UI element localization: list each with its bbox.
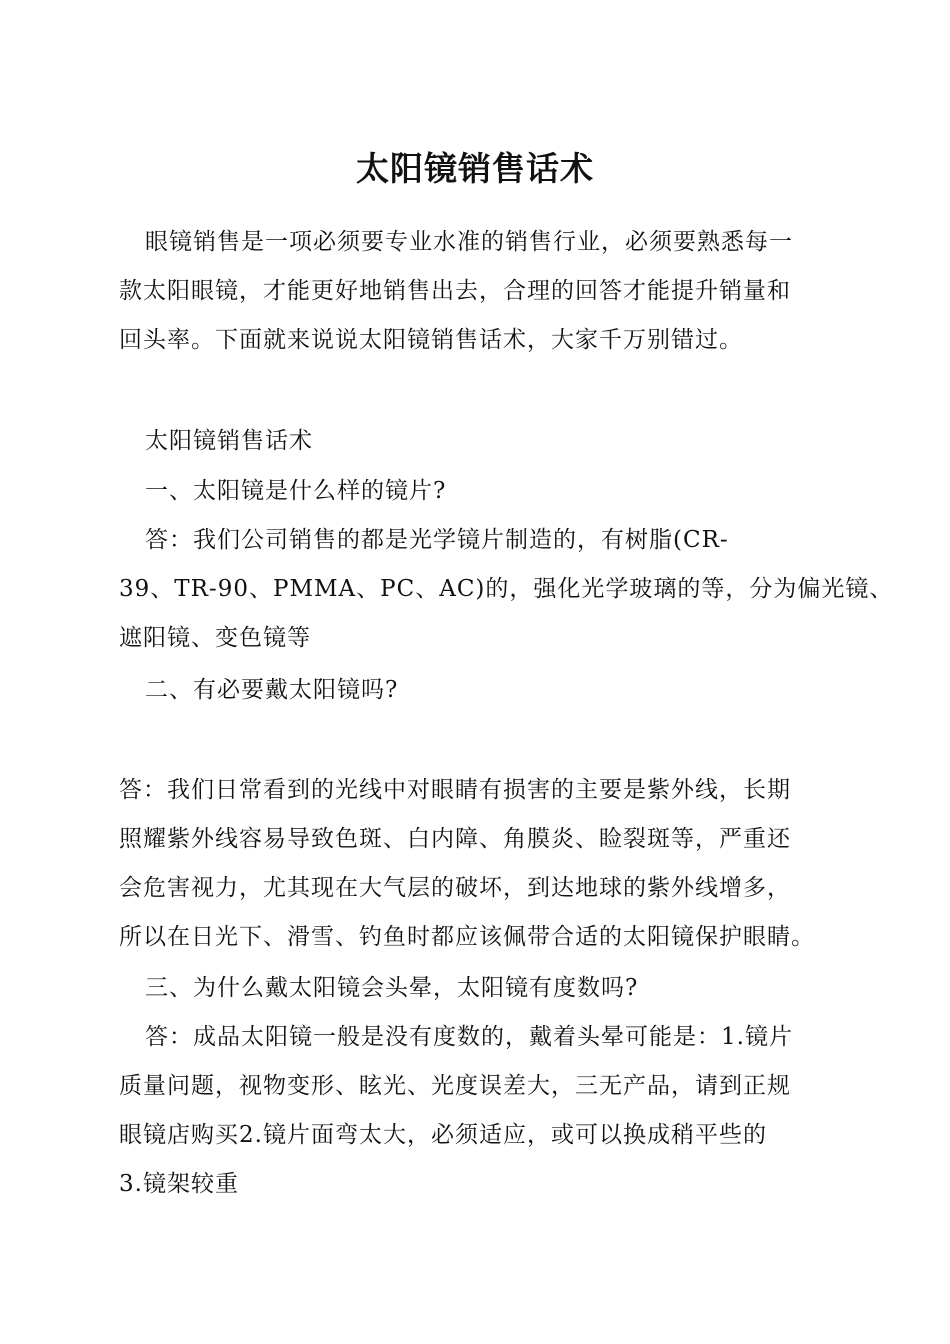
section-heading: [119, 417, 849, 466]
intro-line: 款太阳眼镜，才能更好地销售出去，合理的回答才能提升销量和: [119, 278, 791, 304]
answer-2-line: 答：我们日常看到的光线中对眼睛有损害的主要是紫外线，长期: [119, 777, 791, 803]
question-1: [119, 467, 849, 516]
answer-2: [119, 766, 849, 962]
question-2-text: 二、有必要戴太阳镜吗?: [145, 677, 399, 703]
answer-3-line: 眼镜店购买2.镜片面弯太大，必须适应，或可以换成稍平些的: [119, 1122, 767, 1148]
intro-line: 眼镜销售是一项必须要专业水准的销售行业，必须要熟悉每一: [145, 229, 793, 255]
answer-1-line: 答：我们公司销售的都是光学镜片制造的，有树脂(CR-: [145, 527, 729, 553]
intro-paragraph: [119, 218, 849, 365]
question-1-text: 一、太阳镜是什么样的镜片?: [145, 478, 447, 504]
question-3: [119, 964, 849, 1013]
intro-line: 回头率。下面就来说说太阳镜销售话术，大家千万别错过。: [119, 327, 743, 353]
answer-1: [119, 516, 894, 663]
answer-2-line: 所以在日光下、滑雪、钓鱼时都应该佩带合适的太阳镜保护眼睛。: [119, 924, 815, 950]
question-2: [119, 666, 849, 715]
question-3-text: 三、为什么戴太阳镜会头晕，太阳镜有度数吗?: [145, 975, 639, 1001]
answer-3-line: 3.镜架较重: [119, 1171, 239, 1197]
answer-3: [119, 1013, 849, 1209]
answer-1-line: 39、TR-90、PMMA、PC、AC)的，强化光学玻璃的等，分为偏光镜、: [119, 576, 894, 602]
answer-3-line: 质量问题，视物变形、眩光、光度误差大，三无产品，请到正规: [119, 1073, 791, 1099]
answer-3-line: 答：成品太阳镜一般是没有度数的，戴着头晕可能是：1.镜片: [145, 1024, 793, 1050]
section-heading-text: 太阳镜销售话术: [145, 428, 313, 454]
answer-2-line: 照耀紫外线容易导致色斑、白内障、角膜炎、睑裂斑等，严重还: [119, 826, 791, 852]
answer-1-line: 遮阳镜、变色镜等: [119, 625, 311, 651]
document-title: 太阳镜销售话术: [356, 149, 594, 188]
answer-2-line: 会危害视力，尤其现在大气层的破坏，到达地球的紫外线增多，: [119, 875, 791, 901]
